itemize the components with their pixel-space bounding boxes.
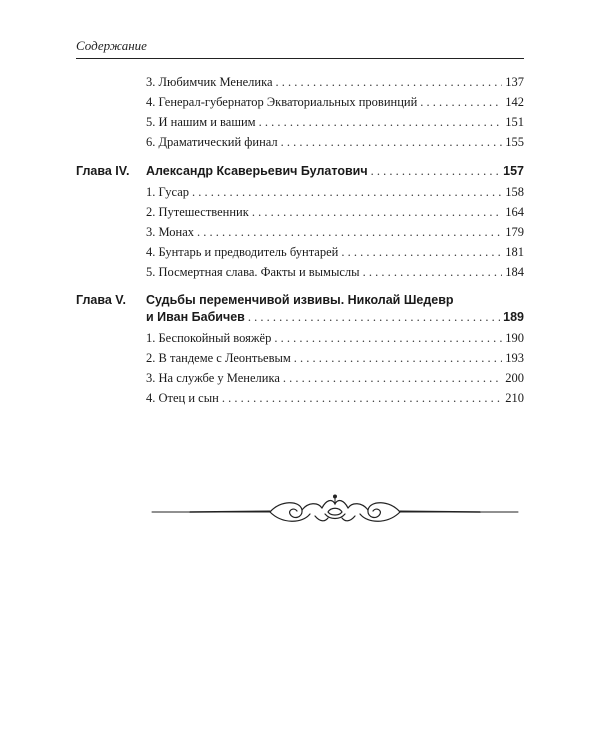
toc-entry[interactable] bbox=[146, 184, 524, 200]
toc-entry-title: 3. Любимчик Менелика bbox=[146, 75, 273, 89]
toc-entry[interactable] bbox=[146, 350, 524, 366]
toc-entry-page: 137 bbox=[505, 75, 524, 89]
toc-entry-title: 4. Отец и сын bbox=[146, 391, 219, 405]
toc-entry[interactable] bbox=[146, 370, 524, 386]
toc-entry[interactable] bbox=[146, 74, 524, 90]
running-head: Содержание bbox=[76, 38, 147, 53]
toc-entry[interactable] bbox=[146, 390, 524, 406]
leader-dots bbox=[294, 350, 502, 366]
leader-dots bbox=[420, 94, 502, 110]
toc-entry[interactable] bbox=[146, 224, 524, 240]
leader-dots bbox=[252, 204, 502, 220]
chapter-title-line1[interactable]: Судьбы переменчивой извивы. Николай Шедевр bbox=[146, 293, 454, 307]
leader-dots bbox=[341, 244, 502, 260]
toc-entry-title: 4. Бунтарь и предводитель бунтарей bbox=[146, 245, 339, 259]
toc-entry-page: 184 bbox=[505, 265, 524, 279]
chapter-page: 189 bbox=[503, 310, 524, 324]
chapter-entry[interactable] bbox=[146, 163, 524, 179]
leader-dots bbox=[283, 370, 502, 386]
toc-entry-title: 5. И нашим и вашим bbox=[146, 115, 256, 129]
toc-entry-page: 179 bbox=[505, 225, 524, 239]
leader-dots bbox=[363, 264, 503, 280]
leader-dots bbox=[259, 114, 503, 130]
chapter-title: Александр Ксаверьевич Булатович bbox=[146, 164, 368, 178]
toc-entry[interactable] bbox=[146, 244, 524, 260]
leader-dots bbox=[276, 74, 503, 90]
toc-entry[interactable] bbox=[146, 330, 524, 346]
toc-entry-page: 164 bbox=[505, 205, 524, 219]
toc-entry[interactable] bbox=[146, 94, 524, 110]
chapter-label: Глава IV. bbox=[76, 164, 130, 178]
toc-entry[interactable] bbox=[146, 114, 524, 130]
toc-entry-title: 1. Беспокойный вояжёр bbox=[146, 331, 272, 345]
toc-entry-page: 190 bbox=[505, 331, 524, 345]
leader-dots bbox=[197, 224, 502, 240]
leader-dots bbox=[281, 134, 503, 150]
toc-entry[interactable] bbox=[146, 204, 524, 220]
toc-entry-title: 3. На службе у Менелика bbox=[146, 371, 280, 385]
toc-entry-title: 1. Гусар bbox=[146, 185, 189, 199]
header-rule bbox=[76, 58, 524, 59]
toc-entry-title: 3. Монах bbox=[146, 225, 195, 239]
chapter-entry[interactable] bbox=[146, 309, 524, 325]
leader-dots bbox=[192, 184, 502, 200]
decorative-ornament-icon bbox=[150, 492, 520, 532]
toc-entry-page: 193 bbox=[505, 351, 524, 365]
toc-entry-title: 2. В тандеме с Леонтьевым bbox=[146, 351, 291, 365]
leader-dots bbox=[274, 330, 502, 346]
toc-entry-page: 200 bbox=[505, 371, 524, 385]
toc-entry-title: 4. Генерал-губернатор Экваториальных провинций bbox=[146, 95, 418, 109]
toc-entry-page: 142 bbox=[505, 95, 524, 109]
toc-entry[interactable] bbox=[146, 264, 524, 280]
toc-entry-page: 158 bbox=[505, 185, 524, 199]
toc-entry-page: 181 bbox=[505, 245, 524, 259]
chapter-label: Глава V. bbox=[76, 293, 126, 307]
chapter-title-line2: и Иван Бабичев bbox=[146, 310, 245, 324]
toc-entry-title: 5. Посмертная слава. Факты и вымыслы bbox=[146, 265, 360, 279]
chapter-page: 157 bbox=[503, 164, 524, 178]
toc-entry-title: 2. Путешественник bbox=[146, 205, 249, 219]
toc-entry-page: 155 bbox=[505, 135, 524, 149]
toc-entry-title: 6. Драматический финал bbox=[146, 135, 278, 149]
leader-dots bbox=[371, 163, 501, 179]
leader-dots bbox=[222, 390, 502, 406]
toc-entry-page: 210 bbox=[505, 391, 524, 405]
toc-entry[interactable] bbox=[146, 134, 524, 150]
leader-dots bbox=[248, 309, 500, 325]
toc-entry-page: 151 bbox=[505, 115, 524, 129]
